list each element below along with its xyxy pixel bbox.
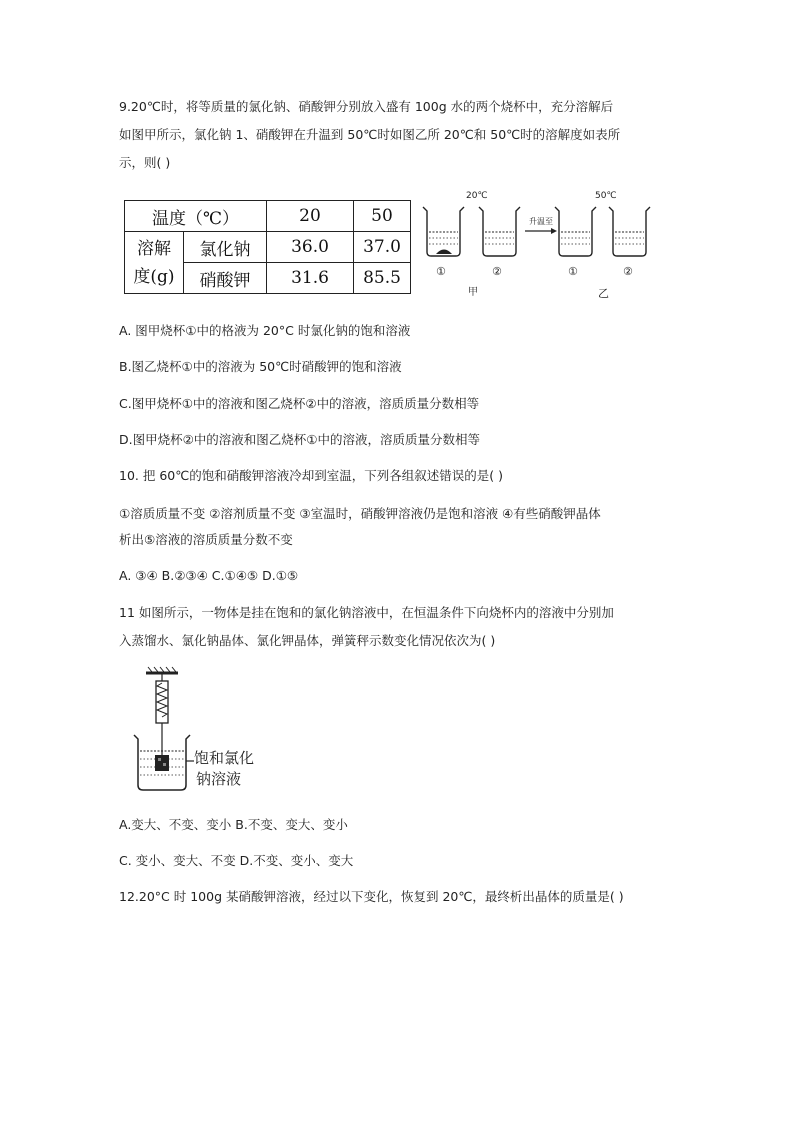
beaker-jia-1	[423, 207, 464, 256]
q9-option-c: C.图甲烧杯①中的溶液和图乙烧杯②中的溶液，溶质质量分数相等	[119, 396, 480, 411]
q10-line-2: ①溶质质量不变 ②溶剂质量不变 ③室温时，硝酸钾溶液仍是饱和溶液 ④有些硝酸钾晶体	[119, 506, 601, 521]
table-header-temperature: 温度（℃）	[125, 201, 267, 232]
q10-options: A. ③④ B.②③④ C.①④⑤ D.①⑤	[119, 568, 299, 583]
label-yi: 乙	[598, 287, 609, 300]
arrow-head-icon	[551, 228, 557, 234]
q9-option-a: A. 图甲烧杯①中的格液为 20°C 时氯化钠的饱和溶液	[119, 323, 411, 338]
table-header-20: 20	[267, 201, 354, 232]
beaker-figure	[418, 185, 658, 300]
spring-scale-icon	[156, 674, 168, 755]
q11-line-1: 11 如图所示，一物体是挂在饱和的氯化钠溶液中，在恒温条件下向烧杯内的溶液中分别加	[119, 605, 614, 620]
beaker-jia-1-number: ①	[436, 265, 446, 278]
q9-option-d: D.图甲烧杯②中的溶液和图乙烧杯①中的溶液，溶质质量分数相等	[119, 432, 481, 447]
table-solubility-label	[125, 232, 184, 294]
temp-20-label: 20℃	[466, 191, 488, 201]
beaker-yi-2-number: ②	[623, 265, 633, 278]
table-solubility-label-1: 溶解	[137, 238, 171, 259]
q12-line-1: 12.20°C 时 100g 某硝酸钾溶液，经过以下变化，恢复到 20℃，最终析出晶体的质量是( )	[119, 889, 624, 904]
q9-line-2: 如图甲所示，氯化钠 1、硝酸钾在升温到 50℃时如图乙所 20℃和 50℃时的溶解度如表所	[119, 127, 621, 142]
beaker-yi-1-number: ①	[568, 265, 578, 278]
table-row-nacl-20: 36.0	[267, 232, 354, 263]
q10-line-3: 析出⑤溶液的溶质质量分数不变	[119, 532, 293, 547]
beaker-yi-1	[555, 207, 596, 256]
suspended-object-icon	[155, 755, 169, 771]
table-solubility-label-2: 度(g)	[133, 266, 175, 287]
table-header-50: 50	[354, 201, 411, 232]
q11-options-2: C. 变小、变大、不变 D.不变、变小、变大	[119, 853, 354, 868]
beaker-jia-2	[479, 207, 520, 256]
table-row-kno3-name: 硝酸钾	[184, 263, 267, 294]
q9-line-1: 9.20℃时，将等质量的氯化钠、硝酸钾分别放入盛有 100g 水的两个烧杯中，充分溶解后	[119, 99, 614, 114]
q11-line-2: 入蒸馏水、氯化钠晶体、氯化钾晶体，弹簧秤示数变化情况依次为( )	[119, 633, 496, 648]
q11-options-1: A.变大、不变、变小 B.不变、变大、变小	[119, 817, 348, 832]
nacl-label-2: 钠溶液	[196, 770, 242, 788]
table-row-nacl-50: 37.0	[354, 232, 411, 263]
q10-line-1: 10. 把 60℃的饱和硝酸钾溶液冷却到室温，下列各组叙述错误的是( )	[119, 468, 503, 483]
beaker-yi-2	[609, 207, 650, 256]
table-row-kno3-50: 85.5	[354, 263, 411, 294]
solubility-table	[124, 200, 411, 294]
label-jia: 甲	[468, 287, 478, 298]
q9-line-3: 示，则( )	[119, 155, 171, 170]
undissolved-solid-icon	[436, 250, 452, 255]
nacl-label-1: 饱和氯化	[194, 749, 255, 767]
table-row-nacl-name: 氯化钠	[184, 232, 267, 263]
beaker-jia-2-number: ②	[492, 265, 502, 278]
spring-scale-figure	[130, 663, 270, 798]
arrow-label: 升温至	[529, 217, 553, 226]
temp-50-label: 50℃	[595, 191, 617, 201]
q9-option-b: B.图乙烧杯①中的溶液为 50℃时硝酸钾的饱和溶液	[119, 359, 402, 374]
table-row-kno3-20: 31.6	[267, 263, 354, 294]
